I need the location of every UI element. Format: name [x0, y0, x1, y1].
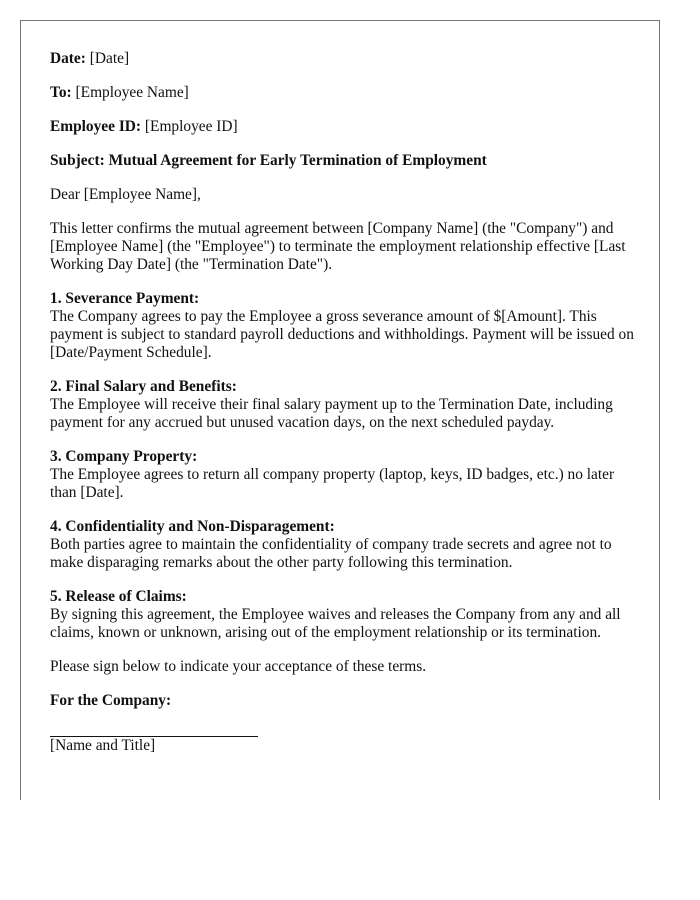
signature-name-title: [Name and Title] — [50, 737, 156, 754]
employee-id-value: [Employee ID] — [144, 118, 238, 135]
company-signature-label: For the Company: — [50, 692, 172, 709]
section-title: 3. Company Property: — [50, 448, 198, 465]
section-title: 1. Severance Payment: — [50, 290, 200, 307]
section-body: The Company agrees to pay the Employee a gross severance amount of $[Amount]. This payment is subject to standard payroll deductions and withholdings. Payment will be issued on [Date/Payment Schedule]. — [50, 308, 634, 361]
closing-paragraph: Please sign below to indicate your acceptance of these terms. — [50, 658, 427, 675]
to-label: To: — [50, 84, 72, 101]
section-title: 4. Confidentiality and Non-Disparagement: — [50, 518, 335, 535]
employee-id-label: Employee ID: — [50, 118, 142, 135]
section-severance-payment — [50, 290, 640, 362]
section-body: By signing this agreement, the Employee waives and releases the Company from any and all claims, known or unknown, arising out of the employment relationship or its termination. — [50, 606, 621, 641]
date-line — [50, 50, 640, 68]
section-body: The Employee agrees to return all company property (laptop, keys, ID badges, etc.) no later than [Date]. — [50, 466, 615, 501]
section-company-property — [50, 448, 640, 502]
letter-page — [20, 20, 660, 800]
section-final-salary — [50, 378, 640, 432]
to-value: [Employee Name] — [75, 84, 189, 101]
section-body: The Employee will receive their final salary payment up to the Termination Date, including payment for any accrued but unused vacation days, on the next scheduled payday. — [50, 396, 613, 431]
section-body: Both parties agree to maintain the confidentiality of company trade secrets and agree not to make disparaging remarks about the other party following this termination. — [50, 536, 612, 571]
subject-line: Subject: Mutual Agreement for Early Termination of Employment — [50, 152, 487, 169]
section-title: 5. Release of Claims: — [50, 588, 187, 605]
salutation: Dear [Employee Name], — [50, 186, 201, 203]
employee-id-line — [50, 118, 640, 136]
date-value: [Date] — [89, 50, 130, 67]
to-line — [50, 84, 640, 102]
section-title: 2. Final Salary and Benefits: — [50, 378, 237, 395]
section-release-of-claims — [50, 588, 640, 642]
date-label: Date: — [50, 50, 86, 67]
intro-paragraph: This letter confirms the mutual agreement between [Company Name] (the "Company") and [Employee Name] (the "Employee") to terminate the employment relationship effective [Last Working Day Date] (the "Termination Date"). — [50, 220, 626, 273]
letter-content — [50, 50, 640, 755]
section-confidentiality — [50, 518, 640, 572]
signature-space — [50, 710, 640, 736]
